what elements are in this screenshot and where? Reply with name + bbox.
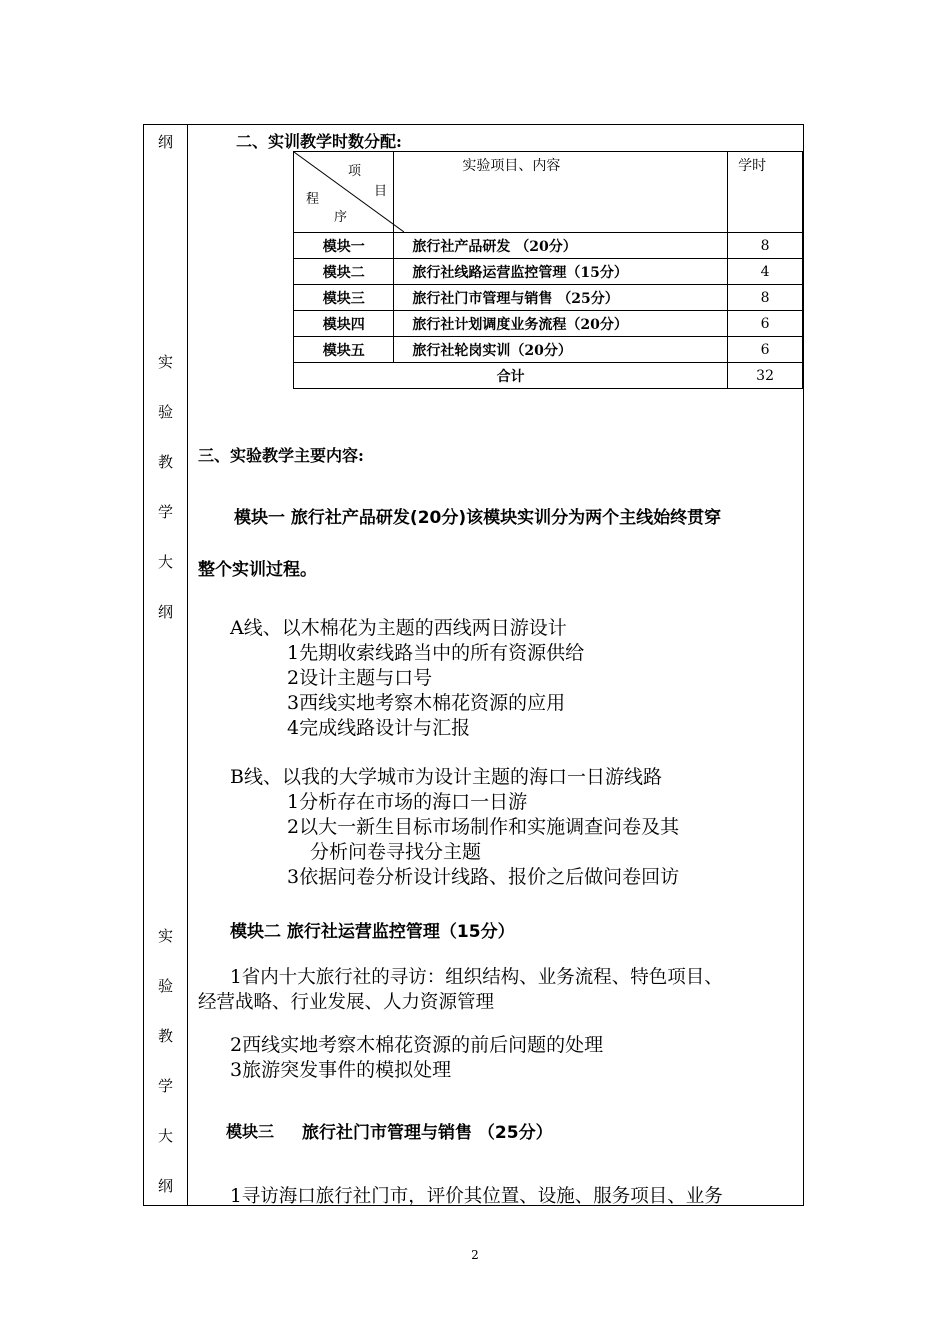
header-hours: 学时	[728, 152, 803, 233]
diag-header-cell	[294, 152, 394, 233]
module2-item3: 3旅游突发事件的模拟处理	[230, 1059, 452, 1081]
hours-cell: 8	[728, 285, 803, 311]
module2-item1-line2: 经营战略、行业发展、人力资源管理	[198, 992, 495, 1013]
content-cell: 旅行社线路运营监控管理（15分）	[394, 259, 728, 285]
module2-title: 模块二 旅行社运营监控管理（15分）	[230, 922, 515, 942]
section3-heading: 三、实验教学主要内容:	[198, 446, 364, 465]
left-char: 纲	[157, 133, 173, 151]
table-row	[294, 233, 803, 259]
hours-cell: 4	[728, 259, 803, 285]
content-cell: 旅行社产品研发 （20分）	[394, 233, 728, 259]
table-row	[294, 285, 803, 311]
module1-line1: 模块一 旅行社产品研发(20分)该模块实训分为两个主线始终贯穿	[234, 508, 722, 528]
module2-item2: 2西线实地考察木棉花资源的前后问题的处理	[230, 1034, 604, 1056]
content-cell: 旅行社门市管理与销售 （25分）	[394, 285, 728, 311]
lineB-item: 2以大一新生目标市场制作和实施调查问卷及其	[287, 816, 680, 838]
total-label: 合计	[294, 363, 728, 389]
left-char: 教	[157, 453, 173, 471]
left-label-column	[144, 125, 188, 1205]
total-hours: 32	[728, 363, 803, 389]
module-cell: 模块三	[294, 285, 394, 311]
diag-label: 序	[334, 210, 348, 225]
lineA-item: 2设计主题与口号	[287, 667, 433, 689]
diag-label: 项	[348, 164, 362, 179]
diag-label: 目	[374, 184, 388, 199]
outline-frame	[143, 124, 804, 1206]
total-row	[294, 363, 803, 389]
left-char: 纲	[157, 603, 173, 621]
diag-label: 程	[306, 192, 320, 207]
left-char: 大	[157, 1127, 173, 1145]
module1-line2: 整个实训过程。	[198, 560, 317, 580]
lineA-item: 1先期收索线路当中的所有资源供给	[287, 642, 585, 664]
hours-cell: 8	[728, 233, 803, 259]
hours-table	[293, 151, 803, 389]
left-char: 验	[157, 403, 173, 421]
hours-cell: 6	[728, 311, 803, 337]
module3-title-prefix: 模块三	[226, 1122, 275, 1141]
lineA-item: 3西线实地考察木棉花资源的应用	[287, 692, 566, 714]
content-area	[188, 125, 803, 1205]
table-row	[294, 311, 803, 337]
left-char: 验	[157, 977, 173, 995]
module3-item1: 1寻访海口旅行社门市，评价其位置、设施、服务项目、业务	[230, 1186, 723, 1207]
left-char: 教	[157, 1027, 173, 1045]
left-char: 纲	[157, 1177, 173, 1195]
left-char: 大	[157, 553, 173, 571]
lineB-item: 1分析存在市场的海口一日游	[287, 791, 528, 813]
lineB-item: 3依据问卷分析设计线路、报价之后做问卷回访	[287, 866, 680, 888]
lineB-item: 分析问卷寻找分主题	[310, 841, 482, 863]
left-char: 实	[157, 353, 173, 371]
module-cell: 模块五	[294, 337, 394, 363]
page-number: 2	[471, 1248, 479, 1262]
left-char: 学	[157, 503, 173, 521]
table-row	[294, 337, 803, 363]
module-cell: 模块一	[294, 233, 394, 259]
lineB-title: B线、以我的大学城市为设计主题的海口一日游线路	[230, 766, 662, 788]
module3-title: 旅行社门市管理与销售 （25分）	[302, 1123, 553, 1143]
module2-item1-line1: 1省内十大旅行社的寻访：组织结构、业务流程、特色项目、	[230, 967, 723, 988]
left-char: 实	[157, 927, 173, 945]
content-cell: 旅行社轮岗实训（20分）	[394, 337, 728, 363]
lineA-item: 4完成线路设计与汇报	[287, 717, 471, 739]
table-row	[294, 259, 803, 285]
module-cell: 模块四	[294, 311, 394, 337]
content-cell: 旅行社计划调度业务流程（20分）	[394, 311, 728, 337]
left-char: 学	[157, 1077, 173, 1095]
module-cell: 模块二	[294, 259, 394, 285]
header-content: 实验项目、内容	[394, 152, 728, 233]
section2-heading: 二、实训教学时数分配:	[236, 132, 402, 151]
lineA-title: A线、以木棉花为主题的西线两日游设计	[230, 617, 567, 639]
hours-cell: 6	[728, 337, 803, 363]
